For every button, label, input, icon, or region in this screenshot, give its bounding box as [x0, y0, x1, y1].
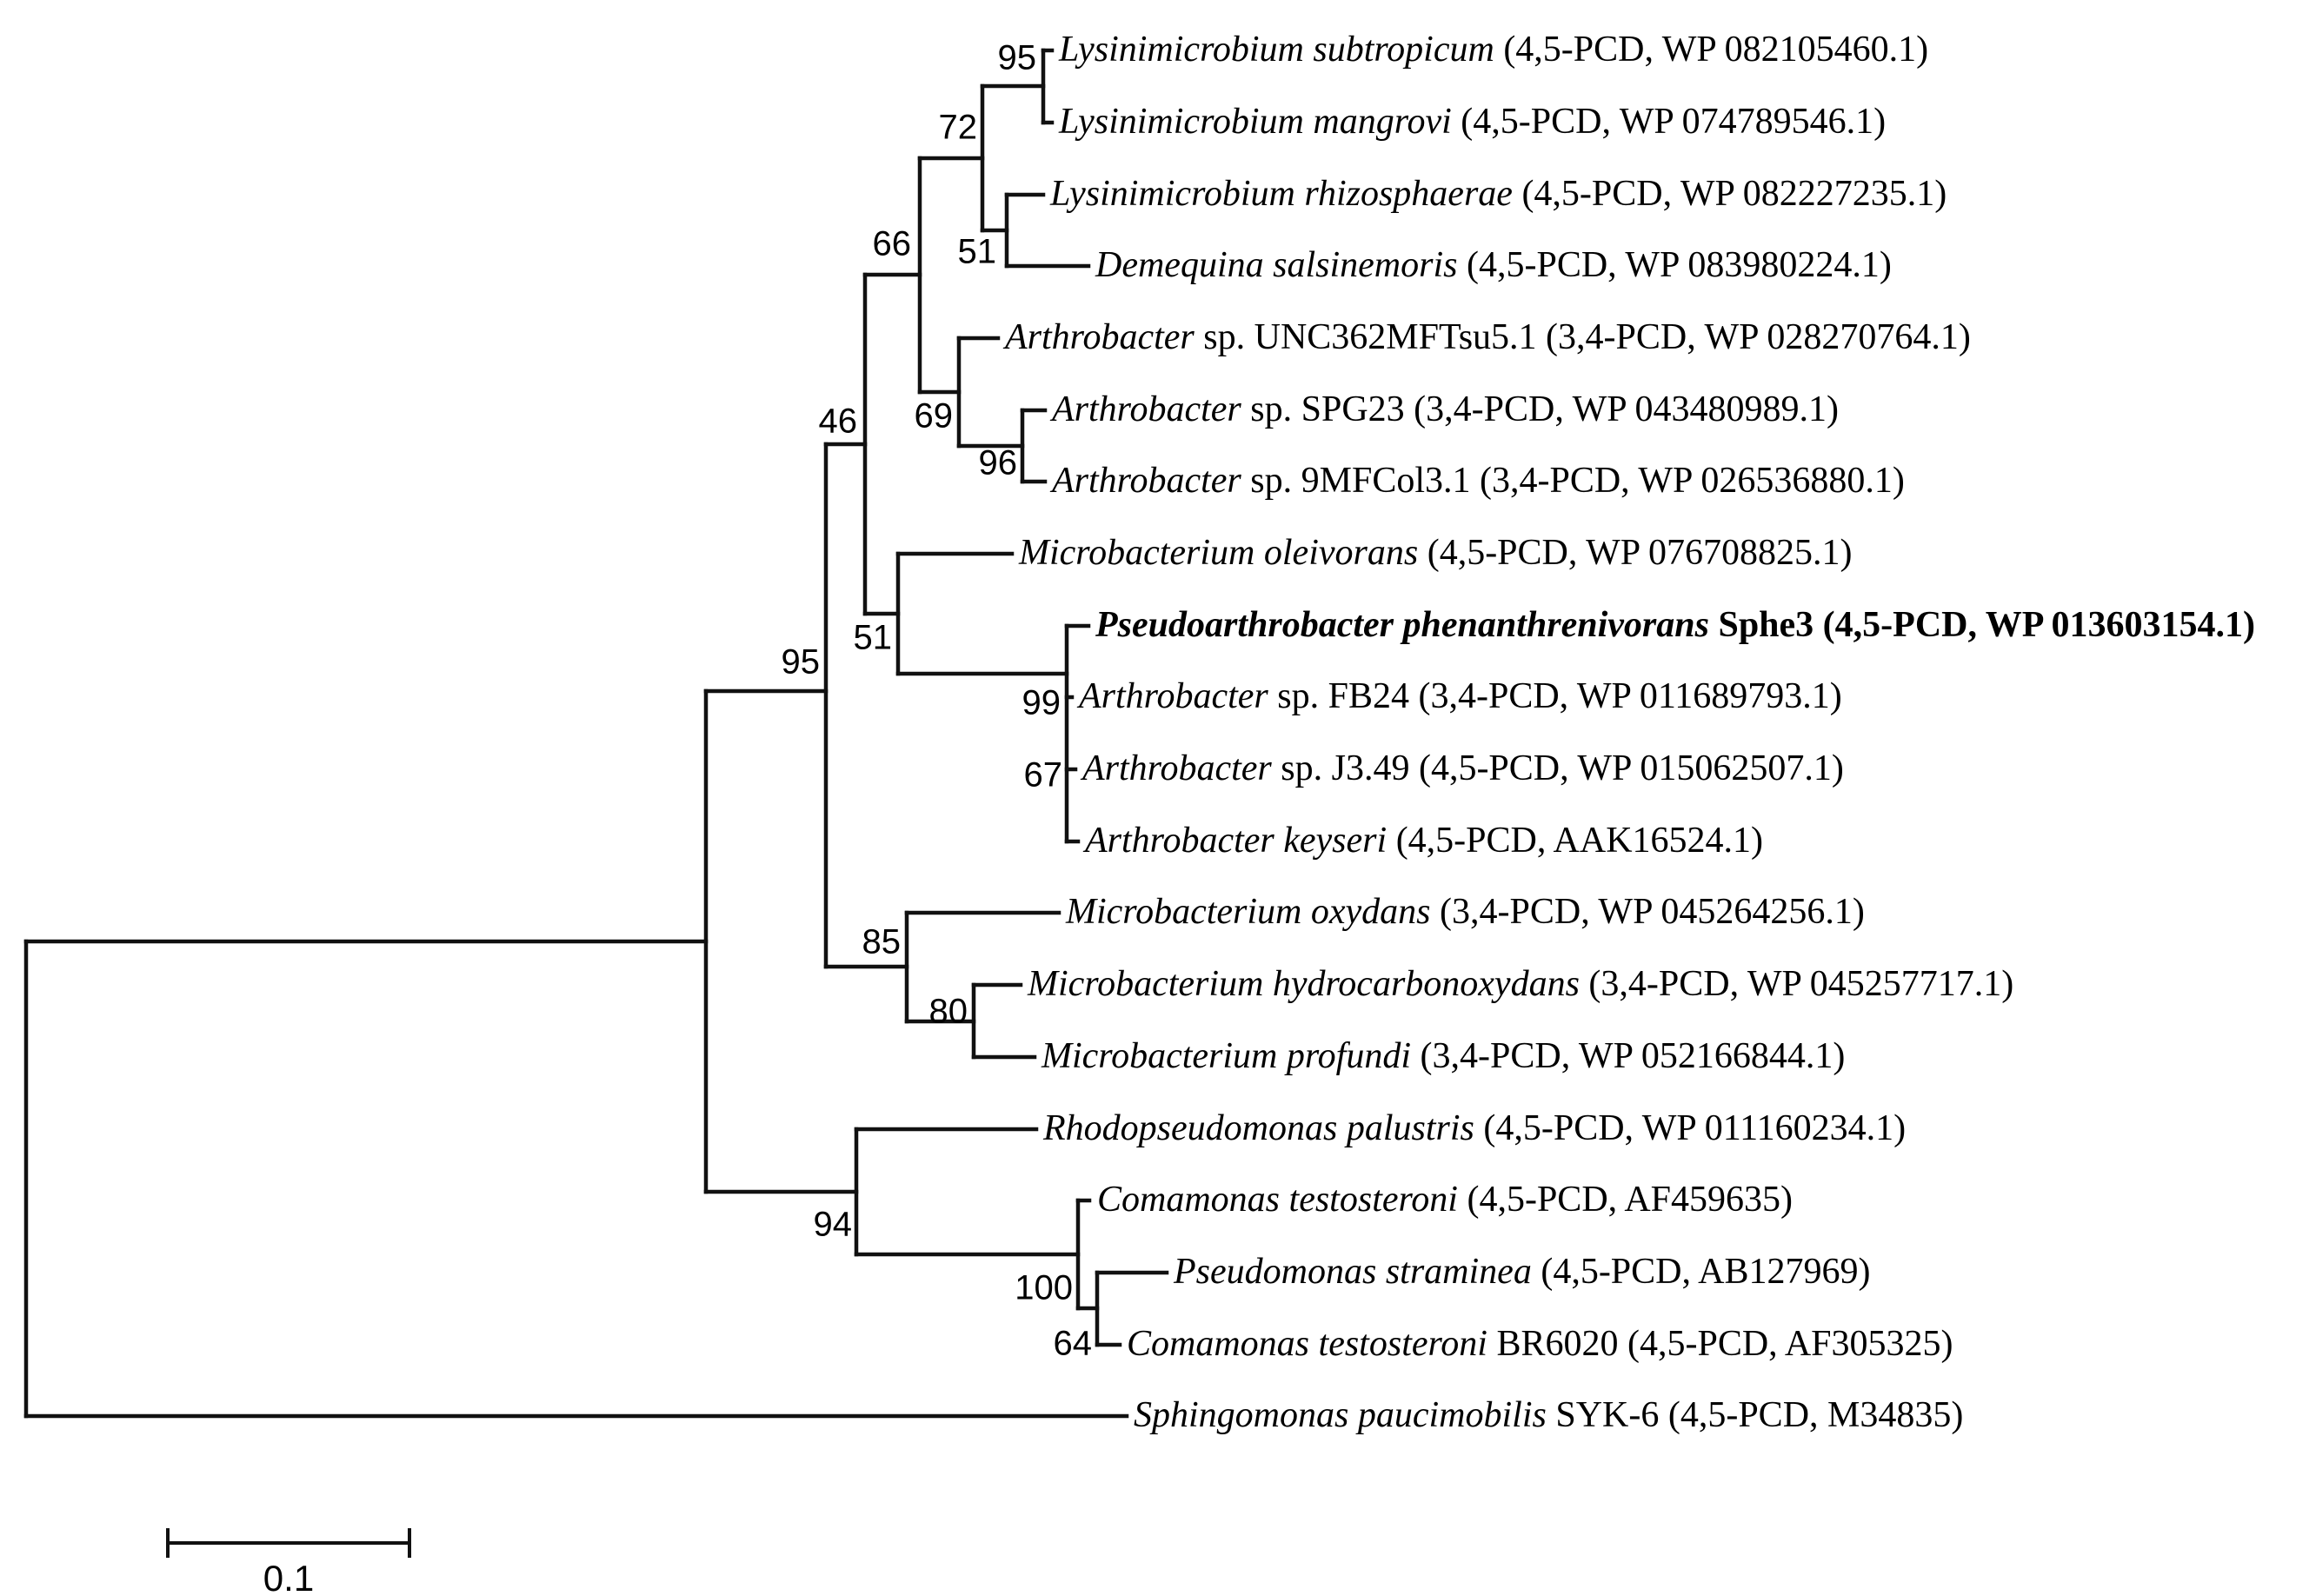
- taxon-accession: (3,4-PCD, WP 045257717.1): [1579, 963, 2014, 1004]
- taxon-accession: (3,4-PCD, WP 052166844.1): [1411, 1035, 1846, 1076]
- taxon-accession: sp. J3.49 (4,5-PCD, WP 015062507.1): [1271, 748, 1844, 788]
- taxon-name-italic: Lysinimicrobium mangrovi: [1059, 101, 1452, 142]
- taxon-label: [1134, 1395, 1963, 1435]
- taxon-accession: SYK-6 (4,5-PCD, M34835): [1546, 1394, 1964, 1435]
- taxon-label: [1052, 461, 1905, 501]
- bootstrap-value: 85: [862, 922, 901, 961]
- taxon-accession: (4,5-PCD, WP 076708825.1): [1418, 532, 1853, 573]
- taxon-accession: Sphe3 (4,5-PCD, WP 013603154.1): [1708, 604, 2256, 645]
- taxon-label: [1082, 748, 1844, 788]
- taxon-label: [1174, 1252, 1871, 1292]
- taxon-name-italic: Lysinimicrobium subtropicum: [1059, 29, 1494, 70]
- bootstrap-value: 64: [1053, 1324, 1092, 1363]
- taxon-label: [1019, 533, 1853, 573]
- taxon-label: [1050, 174, 1947, 214]
- taxon-accession: (4,5-PCD, WP 074789546.1): [1451, 101, 1887, 142]
- taxon-name-italic: Microbacterium oleivorans: [1019, 532, 1419, 573]
- taxon-name-italic: Microbacterium hydrocarbonoxydans: [1028, 963, 1580, 1004]
- bootstrap-value: 67: [1023, 755, 1062, 795]
- taxon-accession: sp. SPG23 (3,4-PCD, WP 043480989.1): [1241, 389, 1840, 429]
- taxon-accession: (4,5-PCD, WP 082227235.1): [1512, 173, 1947, 214]
- taxon-label: [1059, 30, 1928, 70]
- bootstrap-value: 95: [781, 642, 820, 682]
- taxon-name-italic: Demequina salsinemoris: [1095, 244, 1458, 285]
- bootstrap-value: 96: [978, 443, 1017, 482]
- taxon-label: [1028, 964, 2013, 1004]
- taxon-accession: (4,5-PCD, WP 082105460.1): [1494, 29, 1929, 70]
- taxon-name-italic: Comamonas testosteroni: [1127, 1323, 1487, 1364]
- taxon-label: [1005, 317, 1971, 357]
- taxon-name-italic: Arthrobacter: [1052, 460, 1241, 501]
- taxon-accession: (4,5-PCD, WP 011160234.1): [1474, 1107, 1907, 1148]
- taxon-name-italic: Pseudomonas straminea: [1174, 1251, 1532, 1292]
- taxon-accession: (4,5-PCD, AF459635): [1457, 1179, 1794, 1220]
- taxon-label: [1127, 1324, 1953, 1364]
- taxon-accession: (4,5-PCD, AB127969): [1531, 1251, 1871, 1292]
- bootstrap-value: 66: [872, 224, 911, 263]
- bootstrap-value: 72: [938, 108, 977, 147]
- taxon-name-italic: Arthrobacter: [1052, 389, 1241, 429]
- taxon-label: [1059, 102, 1886, 142]
- taxon-name-italic: Pseudoarthrobacter phenanthrenivorans: [1095, 604, 1709, 645]
- scale-bar: [168, 1530, 409, 1556]
- taxon-accession: sp. 9MFCol3.1 (3,4-PCD, WP 026536880.1): [1241, 460, 1905, 501]
- bootstrap-value: 99: [1022, 683, 1061, 722]
- taxon-accession: (3,4-PCD, WP 045264256.1): [1430, 891, 1865, 932]
- taxon-label: [1097, 1180, 1793, 1220]
- taxon-label: [1095, 605, 2255, 645]
- bootstrap-value: 94: [813, 1205, 852, 1244]
- taxon-name-italic: Lysinimicrobium rhizosphaerae: [1050, 173, 1513, 214]
- taxon-name-italic: Rhodopseudomonas palustris: [1043, 1107, 1474, 1148]
- taxon-name-italic: Microbacterium profundi: [1042, 1035, 1412, 1076]
- taxon-label: [1079, 676, 1842, 716]
- taxon-name-italic: Microbacterium oxydans: [1066, 891, 1431, 932]
- taxon-label: [1043, 1108, 1906, 1148]
- bootstrap-value: 46: [818, 402, 857, 441]
- taxon-name-italic: Arthrobacter: [1005, 316, 1195, 357]
- taxon-label: [1052, 389, 1839, 429]
- bootstrap-value: 95: [997, 38, 1036, 77]
- taxon-accession: (4,5-PCD, WP 083980224.1): [1457, 244, 1892, 285]
- taxon-name-italic: Arthrobacter: [1082, 748, 1272, 788]
- bootstrap-value: 51: [957, 232, 996, 271]
- taxon-accession: sp. UNC362MFTsu5.1 (3,4-PCD, WP 028270764.1): [1194, 316, 1971, 357]
- bootstrap-value: 51: [853, 618, 892, 657]
- taxon-accession: (4,5-PCD, AAK16524.1): [1387, 820, 1764, 861]
- taxon-name-italic: Comamonas testosteroni: [1097, 1179, 1458, 1220]
- taxon-accession: BR6020 (4,5-PCD, AF305325): [1487, 1323, 1953, 1364]
- taxon-name-italic: Arthrobacter: [1079, 675, 1268, 716]
- taxon-name-italic: Sphingomonas paucimobilis: [1134, 1394, 1547, 1435]
- taxon-label: [1066, 892, 1865, 932]
- bootstrap-value: 100: [1015, 1268, 1073, 1307]
- taxon-label: [1042, 1036, 1845, 1076]
- taxon-accession: sp. FB24 (3,4-PCD, WP 011689793.1): [1268, 675, 1842, 716]
- bootstrap-value: 80: [928, 992, 968, 1031]
- taxon-label: [1085, 821, 1763, 861]
- scale-bar-label: 0.1: [263, 1558, 315, 1596]
- taxon-name-italic: Arthrobacter keyseri: [1085, 820, 1388, 861]
- taxon-label: [1095, 245, 1892, 285]
- bootstrap-value: 69: [914, 396, 953, 436]
